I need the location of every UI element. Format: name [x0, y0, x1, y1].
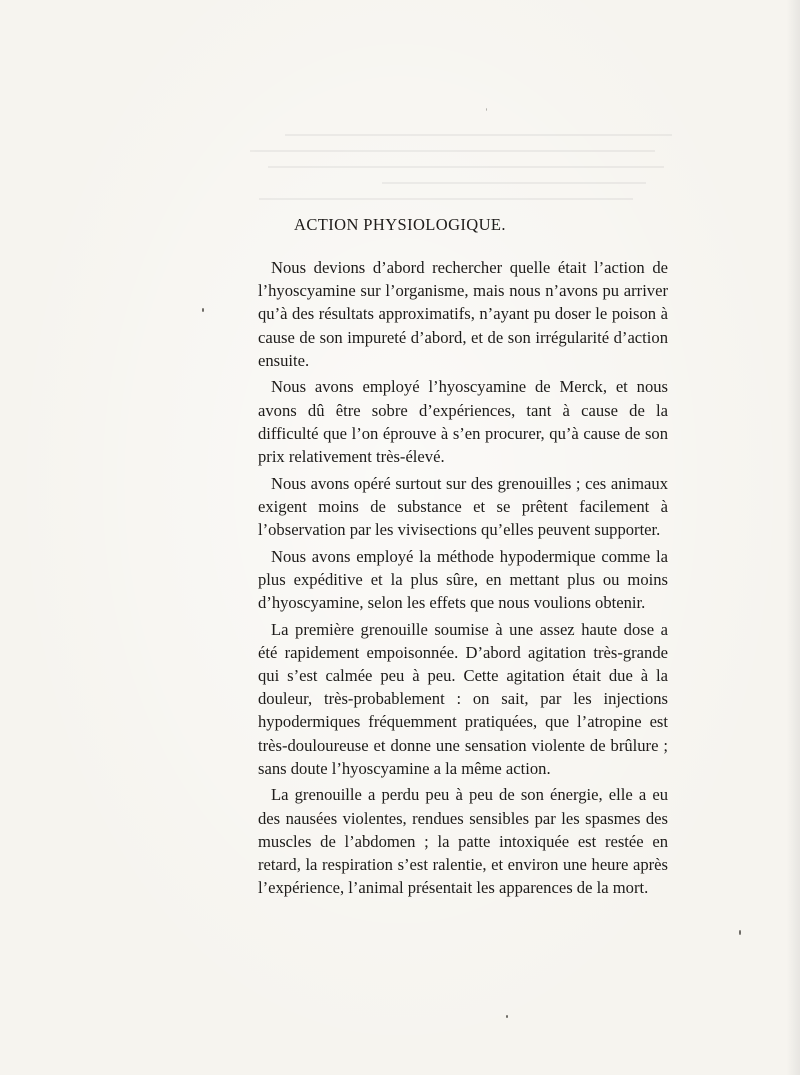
paper-speck [506, 1015, 508, 1018]
paper-speck [739, 930, 741, 935]
paragraph: La grenouille a perdu peu à peu de son énergie, elle a eu des nausées violentes, rendues sensibles par les spasmes des muscles de l’abdomen ; la patte intoxiquée est restée en retard, la respiration s’est ralentie, et environ une heure après l’expérience, l’animal présentait les apparences de la mort. [258, 785, 668, 898]
paragraph: Nous avons opéré surtout sur des grenouilles ; ces animaux exigent moins de substance et se prêtent facilement à l’observation par les vivisections qu’elles peuvent supporter. [258, 473, 668, 540]
paragraph: Nous devions d’abord rechercher quelle était l’action de l’hyoscyamine sur l’organisme, mais nous n’avons pu arriver qu’à des résultats approximatifs, n’ayant pu doser le poison à cause de son impureté d’abord, et de son irrégularité d’action ensuite. [258, 258, 668, 370]
paragraph: Nous avons employé l’hyoscyamine de Merck, et nous avons dû être sobre d’expériences, tant à cause de la difficulté que l’on éprouve à s’en procurer, qu’à cause de son prix relativement très-élevé. [258, 377, 668, 467]
paragraph: La première grenouille soumise à une assez haute dose a été rapidement empoisonnée. D’abord agitation très-grande qui s’est calmée peu à peu. Cette agitation était due à la douleur, très-probablement : on sait, par les injections hypodermiques fréquemment pratiquées, que l’atropine est très-douloureuse et donne une sensation violente de brûlure ; sans doute l’hyoscyamine a la même action. [258, 619, 668, 778]
page-edge-shadow [786, 0, 800, 1075]
section-heading: ACTION PHYSIOLOGIQUE. [294, 215, 506, 234]
body-text [258, 256, 668, 903]
paper-speck [202, 308, 204, 312]
paragraph: Nous avons employé la méthode hypodermique comme la plus expéditive et la plus sûre, en mettant plus ou moins d’hyoscyamine, selon les effets que nous voulions obtenir. [258, 546, 668, 613]
paper-speck [486, 108, 487, 111]
